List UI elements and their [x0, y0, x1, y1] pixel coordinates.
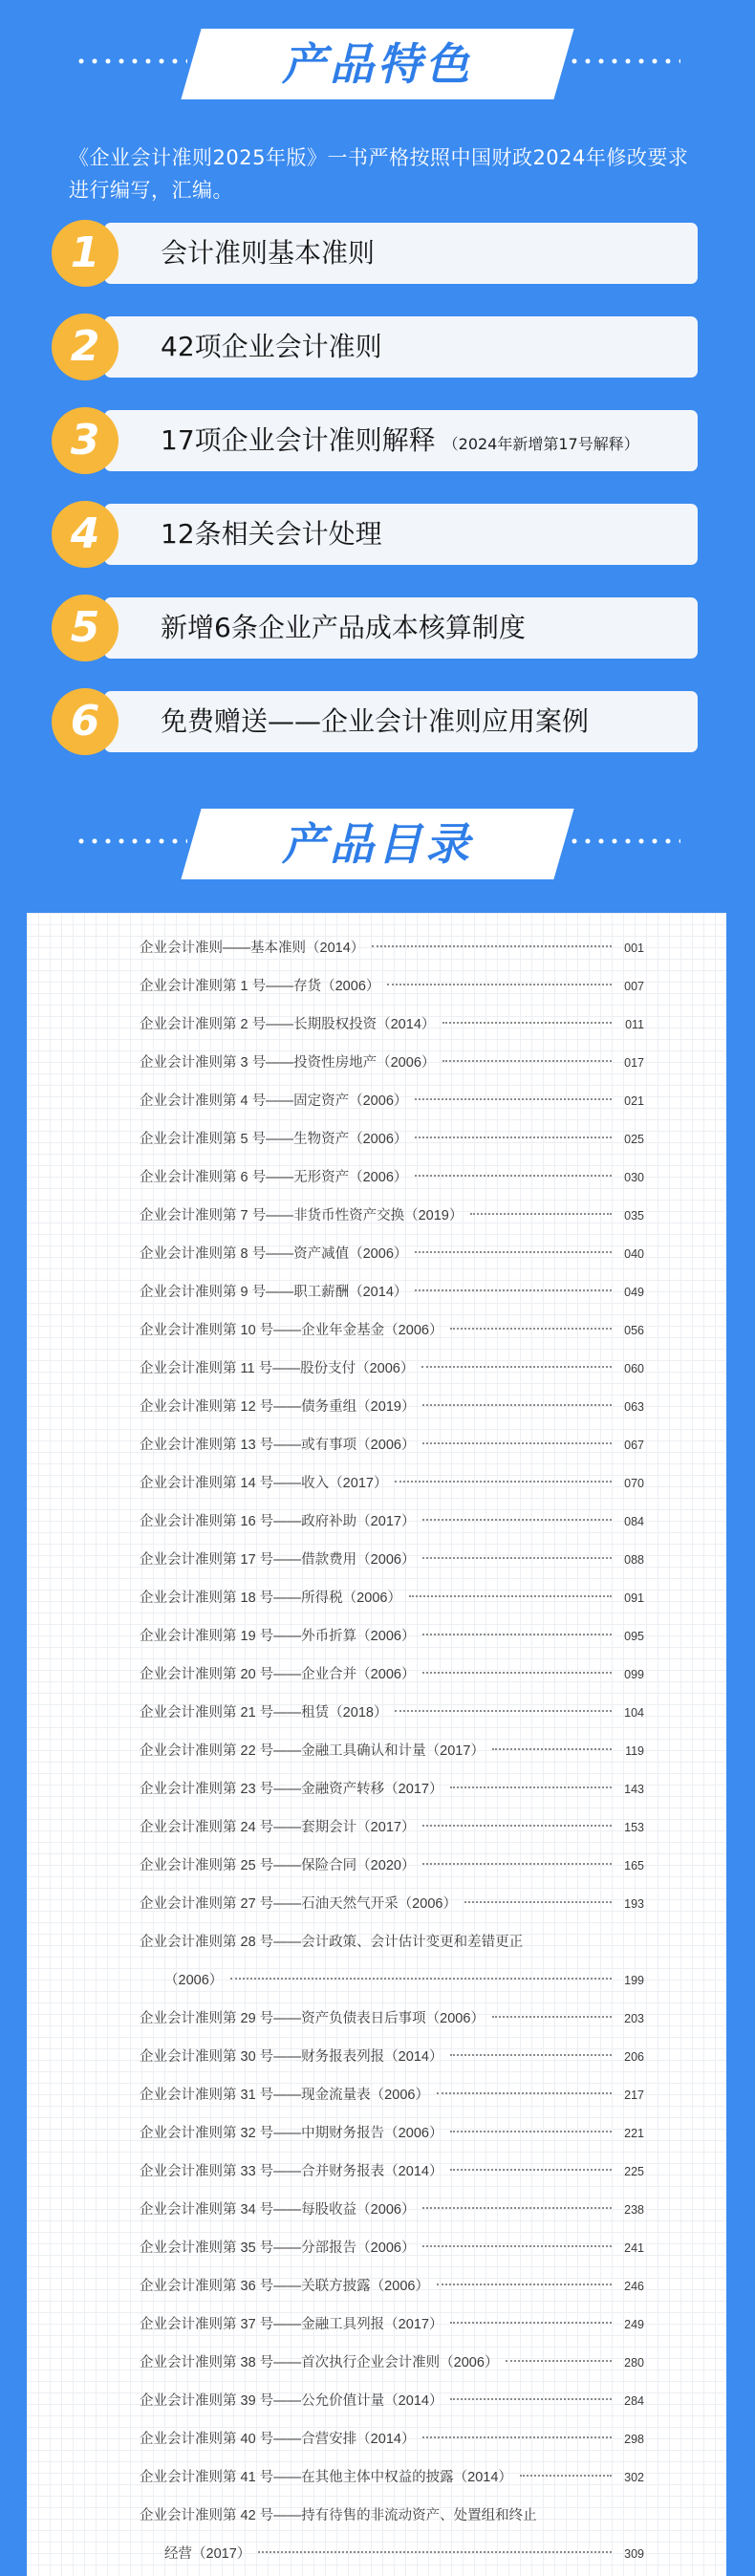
toc-leader-dots [442, 1060, 612, 1062]
toc-entry-title: 企业会计准则第 22 号——金融工具确认和计量（2017） [140, 1743, 485, 1759]
toc-leader-dots [422, 1404, 612, 1406]
toc-entry-title: 企业会计准则第 35 号——分部报告（2006） [140, 2240, 416, 2256]
toc-page-number: 221 [624, 2127, 644, 2140]
toc-entry-title: 企业会计准则第 17 号——借款费用（2006） [140, 1552, 416, 1568]
toc-entry-title: 企业会计准则第 18 号——所得税（2006） [140, 1591, 401, 1606]
toc-page-number: 088 [624, 1553, 644, 1567]
toc-entry-title: 企业会计准则第 21 号——租赁（2018） [140, 1705, 388, 1721]
table-of-contents [140, 929, 644, 2573]
toc-entry [140, 1732, 644, 1770]
toc-page-number: 035 [624, 1209, 644, 1223]
toc-entry-title: 企业会计准则第 1 号——存货（2006） [140, 979, 380, 994]
toc-entry-title: 企业会计准则第 10 号——企业年金基金（2006） [140, 1323, 443, 1338]
toc-leader-dots [415, 1251, 612, 1253]
toc-page-number: 199 [624, 1974, 644, 1987]
toc-leader-dots [422, 1442, 612, 1444]
feature-item [52, 688, 698, 755]
toc-page-number: 060 [624, 1362, 644, 1375]
toc-leader-dots [422, 1672, 612, 1674]
toc-page-number: 007 [624, 980, 644, 993]
toc-leader-dots [437, 2092, 612, 2094]
toc-page-number: 246 [624, 2280, 644, 2293]
toc-entry [140, 2153, 644, 2191]
toc-entry [140, 2382, 644, 2420]
toc-entry-title: 企业会计准则第 31 号——现金流量表（2006） [140, 2088, 429, 2103]
toc-entry [140, 1808, 644, 1847]
toc-leader-dots [409, 1595, 612, 1597]
toc-entry [140, 1235, 644, 1273]
toc-entry [140, 1770, 644, 1808]
toc-entry-title: 企业会计准则第 7 号——非货币性资产交换（2019） [140, 1208, 464, 1223]
toc-entry-title: （2006） [164, 1973, 224, 1988]
toc-entry [140, 1617, 644, 1656]
toc-leader-dots [450, 2398, 612, 2400]
toc-leader-dots [450, 1328, 612, 1330]
toc-entry-title: 企业会计准则第 30 号——财务报表列报（2014） [140, 2049, 443, 2065]
feature-number-badge: 1 [52, 220, 119, 287]
dots-decoration-left [75, 57, 187, 65]
toc-leader-dots [422, 1825, 612, 1827]
toc-entry [140, 2497, 644, 2535]
dots-decoration-right [568, 837, 680, 845]
catalog-banner [0, 803, 755, 889]
toc-page-number: 070 [624, 1477, 644, 1490]
toc-entry [140, 1579, 644, 1617]
toc-page-number: 193 [624, 1897, 644, 1911]
toc-page-number: 011 [625, 1018, 644, 1031]
toc-leader-dots [421, 1366, 612, 1368]
feature-item [52, 220, 698, 287]
toc-entry [140, 2458, 644, 2497]
toc-leader-dots [442, 1022, 612, 1024]
toc-entry [140, 2000, 644, 2038]
toc-page-number: 056 [624, 1324, 644, 1337]
toc-entry [140, 2076, 644, 2114]
features-banner [0, 23, 755, 109]
feature-item [52, 595, 698, 661]
toc-page-number: 030 [624, 1171, 644, 1184]
toc-leader-dots [422, 1557, 612, 1559]
toc-entry-title: 企业会计准则第 6 号——无形资产（2006） [140, 1170, 408, 1185]
toc-leader-dots [450, 2131, 612, 2132]
toc-leader-dots [422, 2245, 612, 2247]
toc-entry-title: 企业会计准则第 38 号——首次执行企业会计准则（2006） [140, 2355, 499, 2370]
feature-label [161, 223, 382, 284]
toc-leader-dots [422, 2207, 612, 2209]
toc-page-number: 302 [624, 2471, 644, 2484]
toc-entry [140, 1541, 644, 1579]
toc-page-number: 249 [624, 2318, 644, 2331]
toc-leader-dots [450, 2054, 612, 2056]
feature-item [52, 314, 698, 380]
toc-page-number: 153 [624, 1821, 644, 1834]
toc-page-number: 049 [624, 1286, 644, 1299]
toc-entry-title: 企业会计准则第 42 号——持有待售的非流动资产、处置组和终止 [140, 2508, 537, 2523]
toc-entry-title: 企业会计准则第 40 号——合营安排（2014） [140, 2432, 416, 2447]
toc-entry [140, 1120, 644, 1158]
feature-number-badge: 5 [52, 595, 119, 661]
dots-decoration-left [75, 837, 187, 845]
toc-page-number: 091 [624, 1591, 644, 1605]
feature-label [161, 410, 639, 471]
toc-entry [140, 2229, 644, 2267]
toc-entry [140, 1082, 644, 1120]
toc-leader-dots [395, 1481, 612, 1483]
toc-page-number: 063 [624, 1400, 644, 1414]
toc-page-number: 040 [624, 1247, 644, 1261]
feature-label-text: 12条相关会计处理 [161, 518, 382, 550]
toc-entry-title: 企业会计准则第 8 号——资产减值（2006） [140, 1246, 408, 1262]
toc-page-number: 025 [624, 1133, 644, 1146]
toc-entry [140, 1197, 644, 1235]
toc-entry [140, 2305, 644, 2344]
toc-page-number: 095 [624, 1630, 644, 1643]
toc-page-number: 001 [624, 942, 644, 955]
toc-leader-dots [450, 2322, 612, 2324]
toc-page-number: 099 [624, 1668, 644, 1681]
toc-entry [140, 2191, 644, 2229]
feature-label-text: 42项企业会计准则 [161, 331, 382, 362]
toc-entry-title: 企业会计准则第 34 号——每股收益（2006） [140, 2202, 416, 2218]
toc-leader-dots [415, 1175, 612, 1177]
toc-entry [140, 967, 644, 1006]
toc-leader-dots [492, 2016, 612, 2018]
catalog-panel [27, 913, 726, 2576]
feature-label [161, 691, 596, 752]
toc-leader-dots [492, 1748, 612, 1750]
toc-leader-dots [450, 1786, 612, 1788]
toc-entry [140, 1311, 644, 1350]
toc-entry [140, 1503, 644, 1541]
toc-entry [140, 1694, 644, 1732]
toc-page-number: 241 [624, 2241, 644, 2255]
toc-entry-title: 企业会计准则第 29 号——资产负债表日后事项（2006） [140, 2011, 485, 2026]
toc-leader-dots [470, 1213, 612, 1215]
toc-page-number: 298 [624, 2433, 644, 2446]
toc-leader-dots [520, 2475, 612, 2477]
toc-leader-dots [422, 1519, 612, 1521]
toc-entry-title: 企业会计准则第 2 号——长期股权投资（2014） [140, 1017, 436, 1032]
feature-label [161, 597, 533, 659]
toc-entry [140, 1885, 644, 1923]
toc-entry-title: 企业会计准则第 41 号——在其他主体中权益的披露（2014） [140, 2470, 512, 2485]
feature-label-text: 免费赠送——企业会计准则应用案例 [161, 705, 590, 737]
feature-label-text: 会计准则基本准则 [161, 237, 376, 269]
toc-entry-title: 企业会计准则第 36 号——关联方披露（2006） [140, 2279, 429, 2294]
toc-page-number: 021 [624, 1094, 644, 1108]
toc-entry [140, 1426, 644, 1464]
toc-page-number: 309 [624, 2547, 644, 2561]
toc-entry [140, 2344, 644, 2382]
feature-note: （2024年新增第17号解释） [442, 435, 639, 453]
toc-leader-dots [464, 1901, 612, 1903]
toc-entry-title: 企业会计准则第 19 号——外币折算（2006） [140, 1629, 416, 1644]
toc-page-number: 143 [624, 1783, 644, 1796]
toc-entry-title: 企业会计准则——基本准则（2014） [140, 941, 365, 956]
toc-entry [140, 1656, 644, 1694]
feature-label [161, 316, 390, 378]
toc-entry-title: 企业会计准则第 28 号——会计政策、会计估计变更和差错更正 [140, 1935, 524, 1950]
toc-page-number: 280 [624, 2356, 644, 2370]
toc-leader-dots [258, 2551, 612, 2553]
toc-leader-dots [415, 1136, 612, 1138]
toc-entry [140, 2038, 644, 2076]
feature-item [52, 407, 698, 474]
toc-entry-title: 企业会计准则第 16 号——政府补助（2017） [140, 1514, 416, 1529]
toc-leader-dots [415, 1289, 612, 1291]
toc-entry [140, 929, 644, 967]
toc-leader-dots [422, 2436, 612, 2438]
feature-number-badge: 2 [52, 314, 119, 380]
toc-page-number: 206 [624, 2050, 644, 2064]
toc-entry [140, 1847, 644, 1885]
toc-entry [140, 2267, 644, 2305]
toc-leader-dots [422, 1863, 612, 1865]
feature-item [52, 501, 698, 568]
toc-entry-title: 企业会计准则第 25 号——保险合同（2020） [140, 1858, 416, 1873]
toc-page-number: 067 [624, 1439, 644, 1452]
toc-leader-dots [387, 984, 612, 985]
toc-entry [140, 1388, 644, 1426]
toc-entry-title: 企业会计准则第 32 号——中期财务报告（2006） [140, 2126, 443, 2141]
feature-number-badge: 6 [52, 688, 119, 755]
toc-page-number: 217 [624, 2089, 644, 2102]
feature-label-text: 新增6条企业产品成本核算制度 [161, 612, 526, 643]
toc-leader-dots [230, 1978, 612, 1980]
toc-page-number: 104 [624, 1706, 644, 1720]
toc-leader-dots [450, 2169, 612, 2171]
toc-entry-title: 企业会计准则第 13 号——或有事项（2006） [140, 1438, 416, 1453]
toc-entry [140, 1923, 644, 1961]
toc-page-number: 017 [624, 1056, 644, 1070]
toc-leader-dots [422, 1634, 612, 1635]
toc-entry-title: 企业会计准则第 4 号——固定资产（2006） [140, 1093, 408, 1109]
toc-page-number: 119 [625, 1744, 644, 1758]
toc-page-number: 084 [624, 1515, 644, 1528]
toc-entry-title: 企业会计准则第 39 号——公允价值计量（2014） [140, 2393, 443, 2409]
toc-entry [140, 1006, 644, 1044]
toc-entry [140, 1350, 644, 1388]
feature-number-badge: 4 [52, 501, 119, 568]
intro-text: 《企业会计准则2025年版》一书严格按照中国财政2024年修改要求进行编写，汇编。 [69, 146, 689, 202]
toc-entry-title: 企业会计准则第 12 号——债务重组（2019） [140, 1399, 416, 1415]
toc-entry [140, 1961, 644, 2000]
toc-entry [140, 2420, 644, 2458]
toc-page-number: 165 [624, 1859, 644, 1872]
toc-entry-title: 企业会计准则第 3 号——投资性房地产（2006） [140, 1055, 436, 1071]
dots-decoration-right [568, 57, 680, 65]
toc-leader-dots [415, 1098, 612, 1100]
catalog-title: 产品目录 [282, 818, 473, 870]
toc-entry [140, 2535, 644, 2573]
toc-entry-title: 企业会计准则第 33 号——合并财务报表（2014） [140, 2164, 443, 2179]
toc-entry [140, 1273, 644, 1311]
toc-page-number: 284 [624, 2394, 644, 2408]
toc-page-number: 238 [624, 2203, 644, 2217]
toc-entry-title: 企业会计准则第 27 号——石油天然气开采（2006） [140, 1896, 457, 1912]
features-title: 产品特色 [282, 38, 473, 90]
toc-entry [140, 1044, 644, 1082]
toc-entry-title: 企业会计准则第 5 号——生物资产（2006） [140, 1132, 408, 1147]
toc-page-number: 225 [624, 2165, 644, 2178]
feature-number-badge: 3 [52, 407, 119, 474]
toc-entry [140, 1464, 644, 1503]
toc-entry-title: 经营（2017） [164, 2546, 251, 2562]
toc-entry-title: 企业会计准则第 37 号——金融工具列报（2017） [140, 2317, 443, 2332]
toc-entry [140, 1158, 644, 1197]
toc-leader-dots [372, 945, 612, 947]
toc-entry-title: 企业会计准则第 11 号——股份支付（2006） [140, 1361, 415, 1376]
toc-entry [140, 2114, 644, 2153]
toc-entry-title: 企业会计准则第 9 号——职工薪酬（2014） [140, 1285, 408, 1300]
toc-entry-title: 企业会计准则第 20 号——企业合并（2006） [140, 1667, 416, 1682]
toc-entry-title: 企业会计准则第 14 号——收入（2017） [140, 1476, 388, 1491]
toc-leader-dots [395, 1710, 612, 1712]
toc-entry-title: 企业会计准则第 23 号——金融资产转移（2017） [140, 1782, 443, 1797]
toc-page-number: 203 [624, 2012, 644, 2025]
toc-leader-dots [437, 2284, 612, 2285]
feature-label [161, 504, 390, 565]
toc-leader-dots [506, 2360, 612, 2362]
toc-entry-title: 企业会计准则第 24 号——套期会计（2017） [140, 1820, 416, 1835]
feature-label-text: 17项企业会计准则解释 [161, 424, 436, 456]
